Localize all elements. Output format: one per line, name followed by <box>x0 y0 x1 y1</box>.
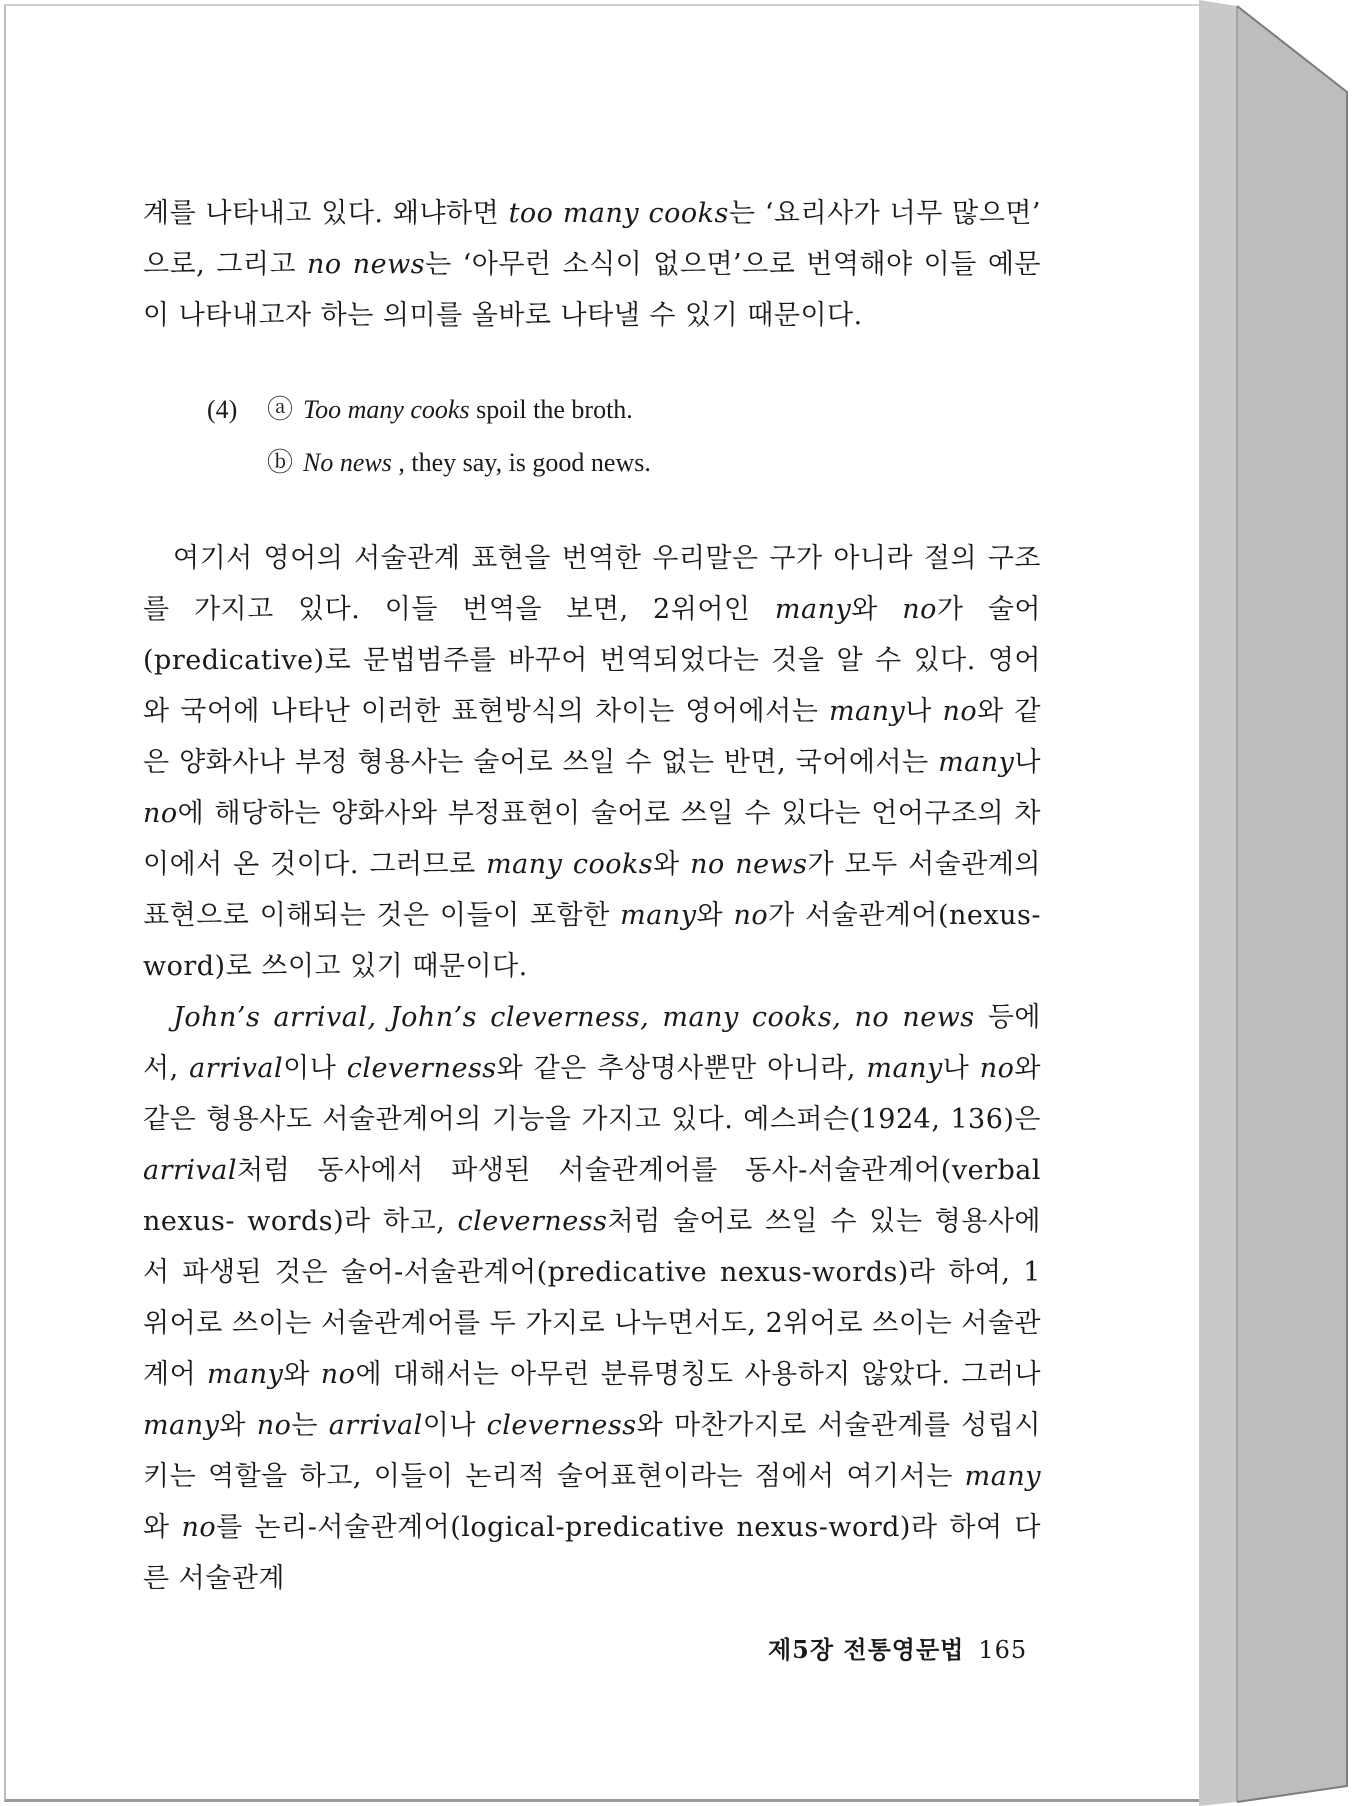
italic-term: many cooks <box>486 849 654 880</box>
text-run: 에 대해서는 아무런 분류명칭도 사용하지 않았다. 그러나 <box>355 1359 1041 1390</box>
text-run: 와 같은 형용사도 서술관계어의 기능을 가지고 있다. 예스퍼슨(1924, 136)은 <box>143 1053 1041 1135</box>
italic-term: no <box>256 1410 292 1441</box>
text-run: 나 <box>942 1053 980 1084</box>
text-run: 는 ‘요리사가 너무 많으면’ 으로, 그리고 <box>143 198 1042 280</box>
italic-term: John’s arrival, John’s cleverness, many cooks, no news <box>173 1002 975 1033</box>
text-run: 나 <box>905 696 943 727</box>
italic-term: many <box>143 1410 220 1441</box>
text-run: 와 같은 양화사나 부정 형용사는 술어로 쓰일 수 없는 반면, 국어에서는 <box>143 696 1041 778</box>
italic-term: no news <box>690 849 808 880</box>
italic-term: many <box>620 900 697 931</box>
page-number: 165 <box>978 1636 1028 1664</box>
text-run: 와 <box>653 849 691 880</box>
example-number: (4) <box>207 395 238 424</box>
text-run: 계를 나타내고 있다. 왜냐하면 <box>143 198 509 229</box>
text-run: 가 서술관계어(nexus-word)로 쓰이고 있기 때문이다. <box>143 900 1041 982</box>
text-run: 이나 <box>283 1053 347 1084</box>
italic-term: arrival <box>189 1053 284 1084</box>
chapter-title: 제5장 전통영문법 <box>768 1635 965 1664</box>
italic-term: cleverness <box>346 1053 497 1084</box>
text-run: 등에서, <box>143 1002 1042 1084</box>
italic-term: no <box>902 594 937 625</box>
text-run: 이나 <box>422 1410 487 1441</box>
page-footer <box>768 1630 1027 1665</box>
example-marker-b: ⓑ <box>267 448 294 477</box>
text-run: 와 마찬가지로 서술관계를 성립시키는 역할을 하고, 이들이 논리적 술어표현이라는 점에서 여기서는 <box>143 1410 1042 1492</box>
italic-term: many <box>964 1461 1041 1492</box>
paragraph <box>143 188 1041 341</box>
italic-term: many <box>207 1359 284 1390</box>
example-marker-a: ⓐ <box>267 395 294 424</box>
italic-term: no <box>143 798 178 829</box>
text-run: 와 <box>283 1359 321 1390</box>
italic-term: many <box>774 594 852 625</box>
text-run: spoil the broth. <box>469 395 633 424</box>
example-sentence-a <box>303 383 633 436</box>
italic-term: no <box>320 1359 356 1390</box>
italic-term: many <box>866 1053 943 1084</box>
italic-term: No news <box>303 448 392 477</box>
page-content <box>143 188 1041 1604</box>
paragraph <box>143 533 1041 992</box>
italic-term: many <box>938 747 1015 778</box>
italic-term: no <box>979 1053 1015 1084</box>
text-run: 와 <box>219 1410 257 1441</box>
text-run: 와 <box>143 1512 182 1543</box>
text-run: 에 해당하는 양화사와 부정표현이 술어로 쓰일 수 있다는 언어구조의 차이에서 온 것이다. 그러므로 <box>143 798 1041 880</box>
text-run: 가 술어(predicative)로 문법범주를 바꾸어 번역되었다는 것을 알 수 있다. 영어와 국어에 나타난 이러한 표현방식의 차이는 영어에서는 <box>143 594 1041 727</box>
italic-term: arrival <box>328 1410 423 1441</box>
text-run: 와 <box>696 900 734 931</box>
text-run: 나 <box>1014 747 1041 778</box>
italic-term: cleverness <box>457 1206 608 1237</box>
italic-term: too many cooks <box>508 198 729 229</box>
italic-term: no <box>942 696 978 727</box>
italic-term: no <box>181 1512 217 1543</box>
text-run: 여기서 영어의 서술관계 표현을 번역한 우리말은 구가 아니라 절의 구조를 가지고 있다. 이들 번역을 보면, 2위어인 <box>143 543 1041 625</box>
text-run: 는 <box>291 1410 329 1441</box>
text-run: 처럼 술어로 쓰일 수 있는 형용사에서 파생된 것은 술어-서술관계어(predicative nexus-words)라 하여, 1위어로 쓰이는 서술관계어를 두 가지로 나누면서도, 2위어로 쓰이는 서술관계어 <box>143 1206 1041 1390</box>
text-run: 를 논리-서술관계어(logical-predicative nexus-word)라 하여 다른 서술관계 <box>143 1512 1041 1594</box>
example-sentence-b <box>303 436 651 489</box>
text-run: 가 모두 서술관계의 표현으로 이해되는 것은 이들이 포함한 <box>143 849 1041 931</box>
text-run: 와 같은 추상명사뿐만 아니라, <box>496 1053 867 1084</box>
text-run: , they say, is good news. <box>391 448 651 477</box>
italic-term: many <box>828 696 906 727</box>
italic-term: Too many cooks <box>303 395 470 424</box>
example-row-b <box>207 436 1041 489</box>
italic-term: no <box>733 900 769 931</box>
example-block <box>207 383 1041 489</box>
paragraph <box>143 992 1041 1604</box>
book-spine <box>1199 0 1357 1806</box>
italic-term: arrival <box>143 1155 238 1186</box>
example-row-a <box>207 383 1041 436</box>
italic-term: cleverness <box>486 1410 637 1441</box>
italic-term: no news <box>307 249 426 280</box>
text-run: 는 ‘아무런 소식이 없으면’으로 번역해야 이들 예문이 나타내고자 하는 의미를 올바로 나타낼 수 있기 때문이다. <box>143 249 1041 331</box>
text-run: 와 <box>851 594 903 625</box>
text-run: 처럼 동사에서 파생된 서술관계어를 동사-서술관계어(verbal nexus- words)라 하고, <box>143 1155 1041 1237</box>
